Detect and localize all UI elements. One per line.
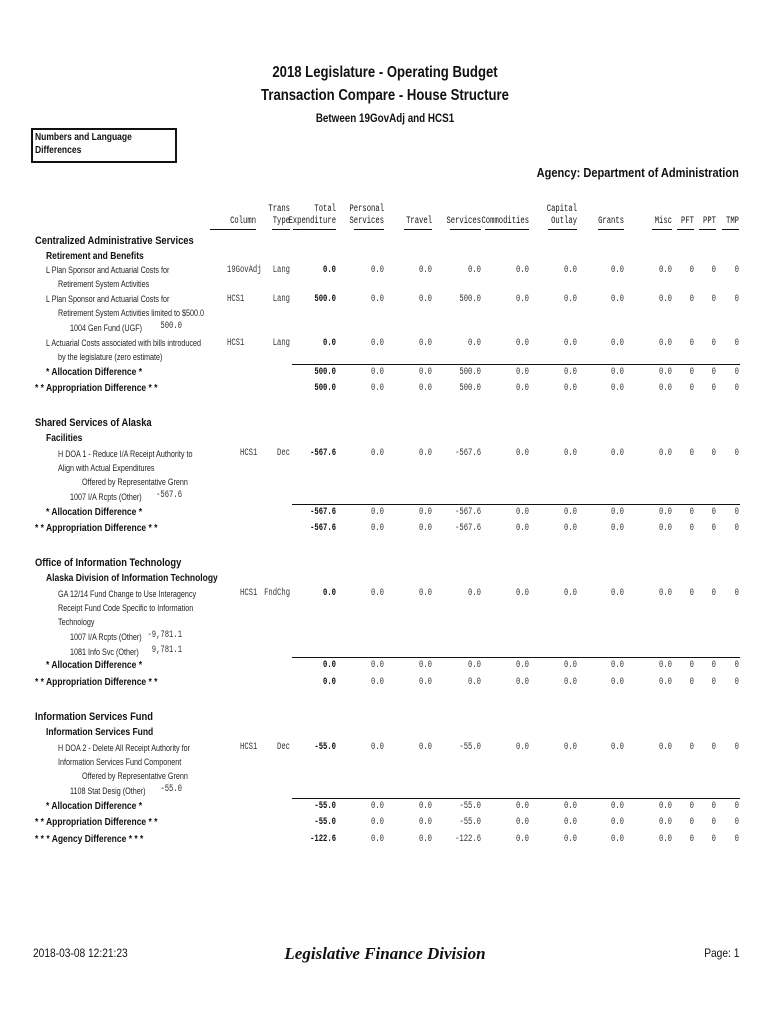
transaction-offered-by: Offered by Representative Grenn [82,477,188,487]
transaction-value: 0 [734,265,739,276]
allocation-difference-value: 0.0 [611,660,624,671]
col-header-underline [548,229,577,230]
fund-source-label: 1108 Stat Desig (Other) [70,786,146,796]
agency-difference-value: 0.0 [659,834,672,845]
appropriation-difference-value: 0.0 [371,383,384,394]
allocation-difference-value: 0.0 [564,801,577,812]
allocation-difference-value: 0 [734,367,739,378]
transaction-value: 0.0 [371,338,384,349]
numbers-language-label: Numbers and Language Differences [35,132,132,156]
col-header-underline [598,229,624,230]
appropriation-difference-value: 0.0 [419,677,432,688]
transaction-value: 0.0 [371,742,384,753]
col-header-underline [699,229,716,230]
transaction-value: 0 [689,448,694,459]
allocation-difference-value: 0.0 [371,660,384,671]
transaction-type: Dec [277,448,290,459]
agency-difference-value: 0 [689,834,694,845]
transaction-value: 0 [711,448,716,459]
col-header-column: Column [230,216,256,227]
transaction-value: 0 [711,338,716,349]
fund-source-label: 1007 I/A Rcpts (Other) [70,492,142,502]
appropriation-difference-value: -55.0 [459,817,481,828]
transaction-value: 0.0 [371,265,384,276]
fund-source-value: -567.6 [156,490,182,501]
transaction-value: 0 [689,265,694,276]
allocation-difference-value: 0 [711,367,716,378]
agency-difference-value: -122.6 [310,834,336,845]
transaction-value: 0.0 [564,265,577,276]
col-header-services: Services [446,216,481,227]
transaction-description: Retirement System Activities limited to $500.0 [58,308,205,318]
transaction-description: Retirement System Activities [58,279,150,289]
allocation-difference-value: 0.0 [516,507,529,518]
appropriation-difference-value: 0.0 [659,523,672,534]
allocation-difference-value: 0 [711,507,716,518]
subsection-title: Alaska Division of Information Technology [46,573,218,584]
transaction-value: -567.6 [455,448,481,459]
transaction-value: 0 [711,294,716,305]
subsection-title: Information Services Fund [46,727,154,738]
col-header-misc: Misc [654,216,672,227]
appropriation-difference-value: 0 [734,523,739,534]
allocation-difference-value: 0.0 [419,507,432,518]
appropriation-difference-value: 0.0 [323,677,336,688]
appropriation-difference-value: 0.0 [564,677,577,688]
allocation-difference-value: 0.0 [419,801,432,812]
transaction-column: HCS1 [240,742,258,753]
subtotal-separator [292,657,740,658]
appropriation-difference-value: 0.0 [371,817,384,828]
appropriation-difference-value: 0 [689,383,694,394]
allocation-difference-value: 0 [711,660,716,671]
agency-difference-label: * * * Agency Difference * * * [35,834,144,845]
section-title: Office of Information Technology [35,557,182,569]
transaction-value: 0.0 [516,338,529,349]
allocation-difference-value: 0.0 [371,367,384,378]
report-subtitle: Transaction Compare - House Structure [261,87,509,104]
col-header-underline [354,229,384,230]
transaction-description: Align with Actual Expenditures [58,463,155,473]
allocation-difference-value: 0 [689,367,694,378]
agency-difference-value: 0 [734,834,739,845]
section-title: Shared Services of Alaska [35,417,152,429]
fund-source-label: 1081 Info Svc (Other) [70,647,139,657]
transaction-value: 500.0 [314,294,336,305]
appropriation-difference-value: -567.6 [455,523,481,534]
fund-source-value: 9,781.1 [151,645,182,656]
appropriation-difference-value: 0.0 [611,383,624,394]
transaction-value: 0.0 [371,588,384,599]
transaction-description: Information Services Fund Component [58,757,182,767]
transaction-value: -55.0 [314,742,336,753]
transaction-value: 0 [711,265,716,276]
transaction-type: FndChg [264,588,290,599]
appropriation-difference-value: 0.0 [419,523,432,534]
transaction-value: 0.0 [564,448,577,459]
transaction-value: 0.0 [611,265,624,276]
col-header-commodities: Commodities [481,216,529,227]
col-header-type: Type [272,216,290,227]
transaction-value: -55.0 [459,742,481,753]
appropriation-difference-value: 0.0 [564,817,577,828]
transaction-description: by the legislature (zero estimate) [58,352,163,362]
col-header-underline [404,229,432,230]
subtotal-separator [292,364,740,365]
allocation-difference-value: 0 [689,507,694,518]
transaction-value: 0 [734,742,739,753]
appropriation-difference-value: -55.0 [314,817,336,828]
transaction-description: L Actuarial Costs associated with bills introduced [46,338,202,348]
transaction-value: 0.0 [659,448,672,459]
allocation-difference-value: 0.0 [516,660,529,671]
transaction-type: Lang [272,294,290,305]
transaction-value: 0.0 [564,294,577,305]
agency-difference-value: 0.0 [564,834,577,845]
appropriation-difference-value: 0 [734,677,739,688]
col-header-underline [293,229,336,230]
allocation-difference-value: 0 [711,801,716,812]
appropriation-difference-value: 0.0 [564,383,577,394]
transaction-value: 0.0 [611,448,624,459]
transaction-value: 0.0 [659,338,672,349]
appropriation-difference-value: 0 [689,817,694,828]
appropriation-difference-value: 500.0 [459,383,481,394]
appropriation-difference-value: 0.0 [659,383,672,394]
allocation-difference-value: 0.0 [468,660,481,671]
allocation-difference-label: * Allocation Difference * [46,367,143,378]
appropriation-difference-value: 0 [734,817,739,828]
agency-difference-value: 0 [711,834,716,845]
transaction-value: 0.0 [564,588,577,599]
fund-source-value: 500.0 [160,321,182,332]
allocation-difference-value: -55.0 [459,801,481,812]
transaction-value: 0.0 [516,448,529,459]
col-header-total: Total [314,204,336,215]
allocation-difference-value: 0.0 [611,801,624,812]
allocation-difference-value: 0 [689,801,694,812]
transaction-description: L Plan Sponsor and Actuarial Costs for [46,265,170,275]
transaction-value: 0.0 [564,338,577,349]
transaction-value: 0 [734,588,739,599]
transaction-value: 0.0 [516,588,529,599]
transaction-value: 0.0 [323,588,336,599]
transaction-description: Technology [58,617,95,627]
appropriation-difference-value: 0.0 [611,817,624,828]
transaction-value: 0 [711,588,716,599]
transaction-value: 0.0 [516,265,529,276]
transaction-column: HCS1 [227,338,245,349]
transaction-value: 0.0 [468,588,481,599]
agency-label: Agency: Department of Administration [536,165,739,180]
allocation-difference-value: 0.0 [419,660,432,671]
col-header-outlay: Outlay [551,216,577,227]
appropriation-difference-value: 0.0 [659,677,672,688]
transaction-column: HCS1 [240,588,258,599]
transaction-value: 0 [734,448,739,459]
transaction-value: 0.0 [659,265,672,276]
allocation-difference-value: 0.0 [659,660,672,671]
appropriation-difference-value: 0.0 [516,383,529,394]
appropriation-difference-value: 0.0 [419,383,432,394]
col-header-underline [485,229,529,230]
subtotal-separator [292,798,740,799]
appropriation-difference-value: 500.0 [314,383,336,394]
allocation-difference-value: 0.0 [564,367,577,378]
transaction-value: 0.0 [468,265,481,276]
allocation-difference-value: 0.0 [564,507,577,518]
allocation-difference-value: -55.0 [314,801,336,812]
allocation-difference-value: 0.0 [516,801,529,812]
division-signature: Legislative Finance Division [284,944,486,963]
col-header-grants: Grants [598,216,624,227]
agency-difference-value: -122.6 [455,834,481,845]
appropriation-difference-value: 0.0 [468,677,481,688]
allocation-difference-value: 0.0 [323,660,336,671]
allocation-difference-value: 0.0 [659,507,672,518]
transaction-description: H DOA 1 - Reduce I/A Receipt Authority to [58,449,193,459]
appropriation-difference-value: 0 [711,383,716,394]
appropriation-difference-value: 0 [711,677,716,688]
transaction-column: 19GovAdj [227,265,262,276]
report-timestamp: 2018-03-08 12:21:23 [33,946,128,960]
col-header-underline [652,229,672,230]
subtotal-separator [292,504,740,505]
allocation-difference-value: 0.0 [516,367,529,378]
transaction-value: 0 [689,588,694,599]
transaction-value: 0.0 [323,265,336,276]
transaction-value: 0.0 [419,448,432,459]
allocation-difference-value: 0.0 [659,367,672,378]
transaction-value: 0.0 [611,588,624,599]
col-header-trans: Trans [268,204,290,215]
allocation-difference-value: 0.0 [611,507,624,518]
col-header-pft: PFT [681,216,694,227]
allocation-difference-value: -567.6 [310,507,336,518]
transaction-value: 500.0 [459,294,481,305]
appropriation-difference-value: 0.0 [611,523,624,534]
appropriation-difference-value: 0 [711,523,716,534]
section-title: Centralized Administrative Services [35,235,194,247]
appropriation-difference-label: * * Appropriation Difference * * [35,383,158,394]
col-header-travel: Travel [406,216,432,227]
col-header-underline [272,229,290,230]
report-title: 2018 Legislature - Operating Budget [272,64,498,81]
transaction-value: 0 [711,742,716,753]
transaction-type: Dec [277,742,290,753]
allocation-difference-value: 0 [689,660,694,671]
col-header-personal: Personal [349,204,384,215]
fund-source-value: -55.0 [160,784,182,795]
transaction-value: 0.0 [611,294,624,305]
transaction-value: -567.6 [310,448,336,459]
transaction-value: 0.0 [419,338,432,349]
transaction-value: 0.0 [516,742,529,753]
agency-difference-value: 0.0 [419,834,432,845]
col-header-expenditure: Expenditure [288,216,336,227]
appropriation-difference-value: 0.0 [659,817,672,828]
allocation-difference-value: 0.0 [564,660,577,671]
transaction-value: 0 [689,742,694,753]
transaction-value: 0 [689,338,694,349]
appropriation-difference-value: 0 [734,383,739,394]
fund-source-label: 1007 I/A Rcpts (Other) [70,632,142,642]
transaction-description: GA 12/14 Fund Change to Use Interagency [58,589,197,599]
page-number: Page: 1 [703,946,739,960]
transaction-offered-by: Offered by Representative Grenn [82,771,188,781]
allocation-difference-value: 0.0 [659,801,672,812]
allocation-difference-value: 500.0 [314,367,336,378]
appropriation-difference-value: 0 [689,677,694,688]
transaction-type: Lang [272,265,290,276]
appropriation-difference-label: * * Appropriation Difference * * [35,677,158,688]
col-header-underline [722,229,739,230]
allocation-difference-value: 0.0 [371,801,384,812]
appropriation-difference-label: * * Appropriation Difference * * [35,523,158,534]
col-header-ppt: PPT [703,216,716,227]
transaction-value: 0.0 [419,265,432,276]
allocation-difference-value: -567.6 [455,507,481,518]
transaction-value: 0.0 [468,338,481,349]
allocation-difference-value: 0 [734,507,739,518]
appropriation-difference-value: 0.0 [371,677,384,688]
transaction-value: 0.0 [516,294,529,305]
transaction-type: Lang [272,338,290,349]
transaction-value: 0.0 [659,742,672,753]
transaction-value: 0.0 [564,742,577,753]
appropriation-difference-value: 0.0 [611,677,624,688]
subsection-title: Retirement and Benefits [46,251,144,262]
allocation-difference-value: 0 [734,660,739,671]
transaction-value: 0.0 [659,588,672,599]
transaction-column: HCS1 [240,448,258,459]
transaction-value: 0.0 [659,294,672,305]
transaction-description: H DOA 2 - Delete All Receipt Authority for [58,743,191,753]
agency-difference-value: 0.0 [611,834,624,845]
report-comparison: Between 19GovAdj and HCS1 [315,111,455,125]
transaction-value: 0.0 [371,448,384,459]
transaction-value: 0.0 [611,742,624,753]
appropriation-difference-value: 0.0 [419,817,432,828]
appropriation-difference-label: * * Appropriation Difference * * [35,817,158,828]
col-header-underline [450,229,481,230]
allocation-difference-label: * Allocation Difference * [46,507,143,518]
allocation-difference-value: 500.0 [459,367,481,378]
transaction-value: 0 [734,338,739,349]
transaction-value: 0.0 [371,294,384,305]
appropriation-difference-value: -567.6 [310,523,336,534]
appropriation-difference-value: 0.0 [371,523,384,534]
transaction-value: 0.0 [419,588,432,599]
transaction-value: 0 [734,294,739,305]
col-header-tmp: TMP [726,216,739,227]
allocation-difference-value: 0 [734,801,739,812]
fund-source-value: -9,781.1 [147,630,182,641]
allocation-difference-value: 0.0 [611,367,624,378]
appropriation-difference-value: 0 [689,523,694,534]
subsection-title: Facilities [46,433,83,444]
col-header-capital: Capital [546,204,577,215]
transaction-value: 0.0 [419,294,432,305]
appropriation-difference-value: 0.0 [516,523,529,534]
transaction-value: 0.0 [611,338,624,349]
transaction-column: HCS1 [227,294,245,305]
col-header-underline [677,229,694,230]
agency-difference-value: 0.0 [371,834,384,845]
allocation-difference-label: * Allocation Difference * [46,660,143,671]
allocation-difference-value: 0.0 [419,367,432,378]
appropriation-difference-value: 0.0 [516,817,529,828]
fund-source-label: 1004 Gen Fund (UGF) [70,323,143,333]
appropriation-difference-value: 0.0 [516,677,529,688]
transaction-value: 0 [689,294,694,305]
allocation-difference-label: * Allocation Difference * [46,801,143,812]
allocation-difference-value: 0.0 [371,507,384,518]
appropriation-difference-value: 0 [711,817,716,828]
transaction-value: 0.0 [323,338,336,349]
transaction-description: L Plan Sponsor and Actuarial Costs for [46,294,170,304]
section-title: Information Services Fund [35,711,153,723]
col-header-services-personal: Services [349,216,384,227]
col-header-underline [210,229,256,230]
agency-difference-value: 0.0 [516,834,529,845]
transaction-value: 0.0 [419,742,432,753]
transaction-description: Receipt Fund Code Specific to Information [58,603,194,613]
appropriation-difference-value: 0.0 [564,523,577,534]
